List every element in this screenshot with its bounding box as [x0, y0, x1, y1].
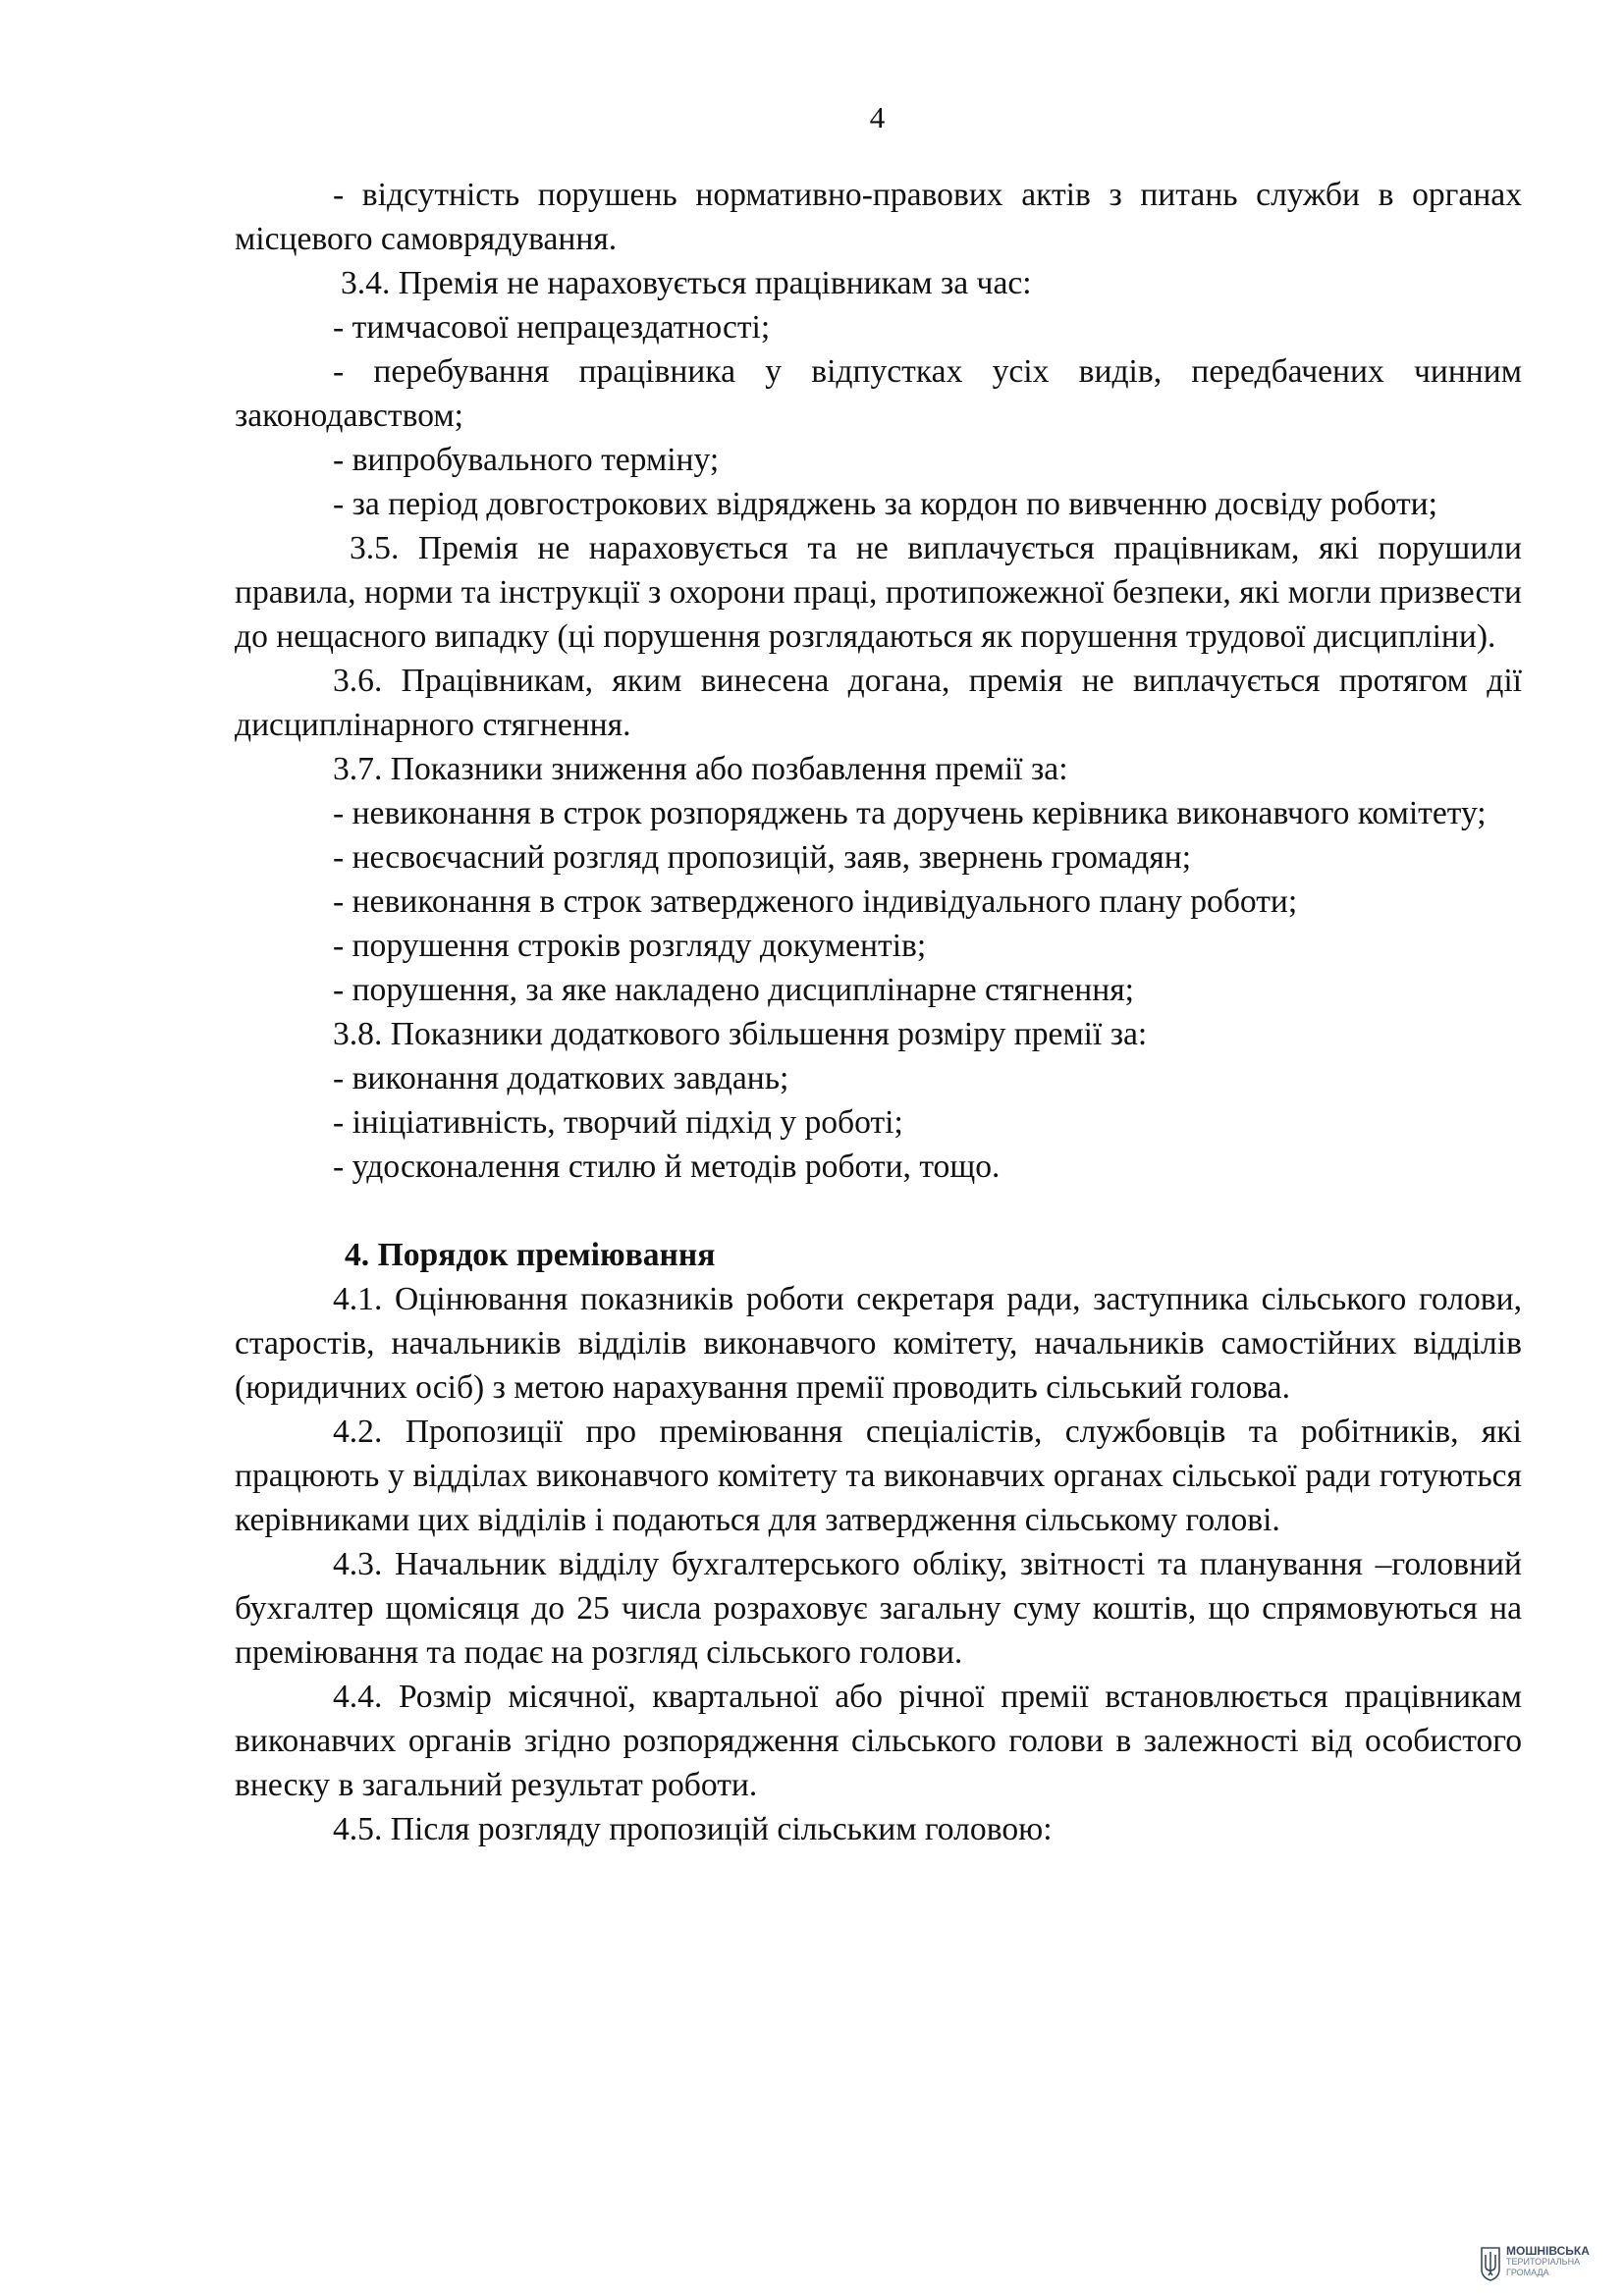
document-body [235, 173, 1522, 1851]
paragraph: - несвоєчасний розгляд пропозицій, заяв, звернень громадян; [333, 839, 1192, 876]
paragraph: 4.5. Після розгляду пропозицій сільським головою: [333, 1811, 1053, 1847]
paragraph: 3.8. Показники додаткового збільшення розміру премії за: [333, 1016, 1148, 1052]
paragraph: - тимчасової непрацездатності; [333, 309, 771, 346]
paragraph: - невиконання в строк затвердженого індивідуального плану роботи; [333, 883, 1298, 920]
paragraph: 3.6. Працівникам, яким винесена догана, премія не виплачується протягом дії дисциплінарного стягнення. [235, 663, 1522, 743]
paragraph: - виконання додаткових завдань; [333, 1060, 789, 1096]
paragraph: - ініціативність, творчий підхід у роботі; [333, 1104, 903, 1141]
watermark-line: ТЕРИТОРІАЛЬНА [1506, 2257, 1581, 2267]
paragraph: 3.4. Премія не нараховується працівникам за час: [341, 265, 1032, 301]
paragraph: - невиконання в строк розпоряджень та доручень керівника виконавчого комітету; [333, 795, 1487, 831]
page-number: 4 [869, 100, 886, 134]
section-heading: 4. Порядок преміювання [345, 1237, 716, 1273]
watermark-line: ГРОМАДА [1506, 2268, 1549, 2277]
paragraph: - за період довгострокових відряджень за кордон по вивченню досвіду роботи; [333, 486, 1437, 522]
paragraph: - порушення, за яке накладено дисциплінарне стягнення; [333, 972, 1134, 1008]
watermark-text [1506, 2246, 1590, 2278]
paragraph: 4.2. Пропозиції про преміювання спеціалістів, службовців та робітників, які працюють у відділах виконавчого комітету та виконавчих органах сільської ради готуються керівниками цих відділів і подаються для затвердження сільському голові. [235, 1414, 1522, 1538]
paragraph: - випробувального терміну; [333, 442, 720, 478]
paragraph: 3.7. Показники зниження або позбавлення премії за: [333, 751, 1068, 787]
community-watermark [1480, 2246, 1590, 2281]
paragraph: 4.4. Розмір місячної, квартальної або річної премії встановлюється працівникам виконавчих органів згідно розпорядження сільського голови в залежності від особистого внеску в загальний результат роботи. [235, 1679, 1522, 1803]
trident-icon [1480, 2246, 1501, 2281]
paragraph: - відсутність порушень нормативно-правових актів з питань служби в органах місцевого самоврядування. [235, 177, 1522, 257]
watermark-line: МОШНІВСЬКА [1506, 2244, 1590, 2258]
paragraph: 4.1. Оцінювання показників роботи секретаря ради, заступника сільського голови, старостів, начальників відділів виконавчого комітету, начальників самостійних відділів (юридичних осіб) з метою нарахування премії проводить сільський голова. [235, 1281, 1522, 1406]
paragraph: - порушення строків розгляду документів; [333, 928, 927, 964]
paragraph: 3.5. Премія не нараховується та не виплачується працівникам, які порушили правила, норми та інструкції з охорони праці, протипожежної безпеки, які могли призвести до нещасного випадку (ці порушення розглядаються як порушення трудової дисципліни). [235, 530, 1522, 655]
paragraph: - удосконалення стилю й методів роботи, тощо. [333, 1148, 1001, 1185]
paragraph: - перебування працівника у відпустках усіх видів, передбачених чинним законодавством; [235, 353, 1522, 434]
paragraph: 4.3. Начальник відділу бухгалтерського обліку, звітності та планування –головний бухгалтер щомісяця до 25 числа розраховує загальну суму коштів, що спрямовуються на преміювання та подає на розгляд сільського голови. [235, 1546, 1522, 1671]
